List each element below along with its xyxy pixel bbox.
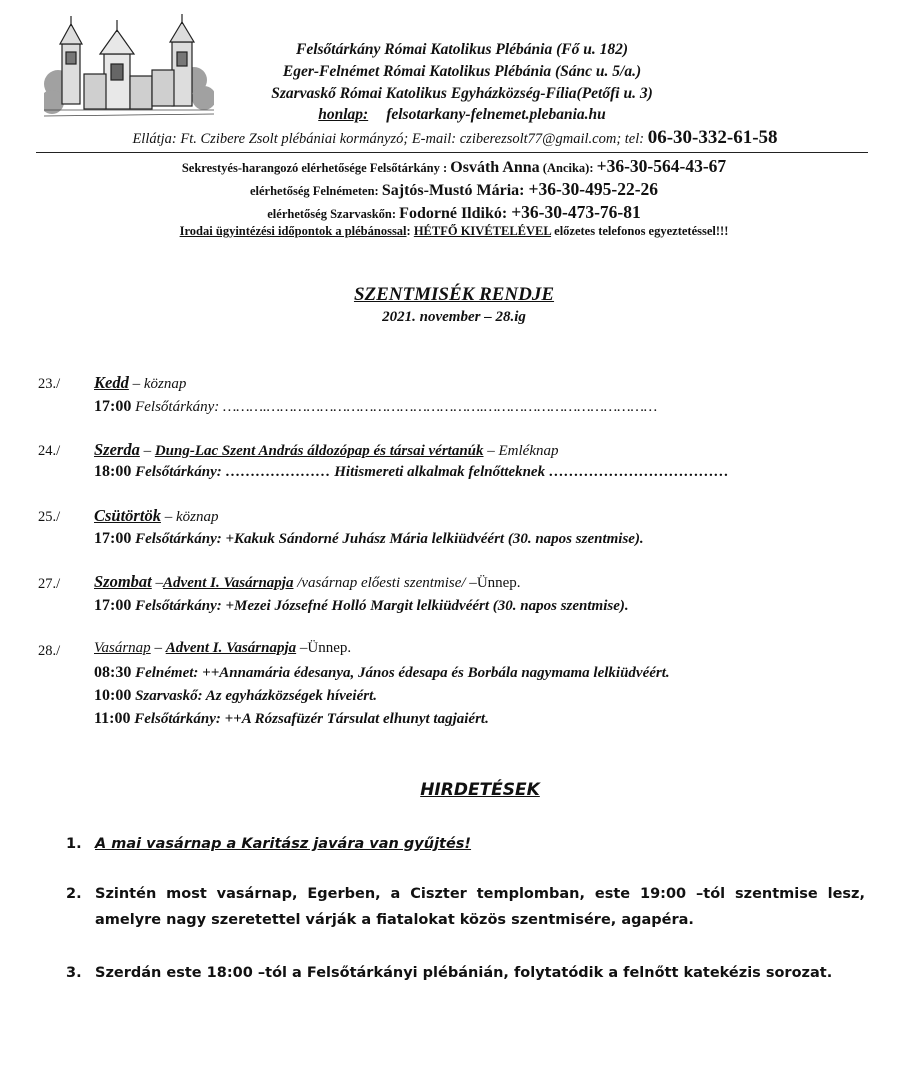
parish-line-3: Szarvaskő Római Katolikus Egyházközség-Fília(Petőfi u. 3) [271,85,653,102]
announcement-item [95,831,865,857]
contact-name: Fodorné Ildikó: [399,205,512,222]
office-note: előzetes telefonos egyeztetéssel!!! [551,224,729,238]
announcement-number: 3. [66,965,82,981]
mass-line [94,597,629,615]
mass-text: Felsőtárkány: +Mezei Józsefné Holló Margit lelkiüdvéért (30. napos szentmise). [131,598,629,614]
mass-line [94,664,670,682]
church-drawing-icon [44,14,214,124]
entry-feast: Dung-Lac Szent András áldozópap és társai vértanúk [154,443,484,459]
mass-time: 11:00 [94,710,131,727]
contact-prefix: Ellátja: Ft. Czibere Zsolt plébániai kormányzó; E-mail: [132,131,457,147]
entry-date: 28./ [38,643,61,659]
entry-sep: – [139,443,155,459]
announcements-title: HIRDETÉSEK [420,780,540,800]
mass-line [94,398,657,416]
mass-time: 08:30 [94,664,132,681]
contact-phone: +36-30-495-22-26 [528,179,659,199]
homepage-link[interactable]: felsotarkany-felnemet.plebania.hu [386,106,606,123]
header-divider [36,152,868,153]
entry-tail: – [296,640,308,656]
parish-line-2: Eger-Felnémet Római Katolikus Plébánia (Sánc u. 5/a.) [282,63,642,80]
entry-tail: – Emléknap [483,443,559,459]
parish-line-1: Felsőtárkány Római Katolikus Plébánia (Fő u. 182) [296,41,628,58]
entry-date: 27./ [38,576,61,592]
mass-text: Szarvaskő: Az egyházközségek híveiért. [131,688,378,704]
entry-date: 24./ [38,443,61,459]
contact-nick: (Ancika): [539,161,597,175]
entry-sep: – [150,640,166,656]
mass-text: Felsőtárkány: +Kakuk Sándorné Juhász Mária lelkiüdvéért (30. napos szentmise). [131,531,644,547]
contact-phone: +36-30-564-43-67 [596,156,727,176]
entry-rank: Ünnep. [307,640,352,656]
entry-rank: Ünnep. [476,575,521,591]
entry-day: Vasárnap [94,640,151,656]
contact-felnemet [0,179,908,200]
entry-day-line [94,506,218,526]
contact-line [30,127,880,149]
announcement-number: 2. [66,886,82,902]
contact-email[interactable]: cziberezsolt77@gmail.com; tel: [456,131,648,147]
entry-desc: – köznap [128,376,187,392]
schedule-subtitle: 2021. november – 28.ig [382,309,526,325]
mass-time: 17:00 [94,530,132,547]
contact-label: elérhetőség Felnémeten: [249,184,382,198]
mass-text: Felsőtárkány: ++A Rózsafüzér Társulat elhunyt tagjaiért. [130,711,489,727]
mass-line [94,710,489,728]
entry-day-line [94,373,186,393]
entry-day: Szerda [94,440,140,459]
contact-szarvasko [0,202,908,223]
announcement-item: Szerdán este 18:00 –tól a Felsőtárkányi plébánián, folytatódik a felnőtt katekézis sorozat. [95,965,833,981]
homepage-label: honlap: [318,106,369,123]
contact-phone: +36-30-473-76-81 [511,202,641,222]
announcement-text: A mai vasárnap a Karitász javára van gyűjtés! [95,836,472,852]
mass-text: Felnémet: ++Annamária édesanya, János édesapa és Borbála nagymama lelkiüdvéért. [131,665,670,681]
mass-line [94,463,729,481]
entry-day-line [94,440,559,460]
announcement-item: Szintén most vasárnap, Egerben, a Ciszter templomban, este 19:00 –tól szentmise lesz, amelyre nagy szeretettel várják a fiatalokat közös szentmisére, agapéra. [95,886,865,928]
entry-day: Kedd [94,373,129,392]
entry-day: Szombat [94,572,152,591]
mass-line [94,687,377,705]
entry-day-line [94,572,521,592]
entry-sep: – [151,575,164,591]
contact-phone: 06-30-332-61-58 [647,127,778,148]
entry-day: Csütörtök [94,506,161,525]
contact-label: elérhetőség Szarvaskőn: [267,207,400,221]
office-exception: HÉTFŐ KIVÉTELÉVEL [413,224,552,238]
entry-tail: /vasárnap előesti szentmise/ – [293,575,477,591]
entry-date: 23./ [38,376,61,392]
contact-sacristan [0,156,908,177]
contact-label: Sekrestyés-harangozó elérhetősége Felsőtárkány : [181,161,451,175]
entry-date: 25./ [38,509,61,525]
mass-text: Felsőtárkány: ……….………………………………………….………………………………… [131,399,658,415]
entry-day-line [94,640,351,657]
mass-time: 17:00 [94,398,132,415]
mass-time: 10:00 [94,687,132,704]
contact-name: Osváth Anna [450,159,540,176]
contact-name: Sajtós-Mustó Mária: [381,182,529,199]
office-hours-label: Irodai ügyintézési időpontok a plébánossal [179,224,407,238]
mass-text: Felsőtárkány: ………………… Hitismereti alkalmak felnőtteknek ……………………………… [131,464,729,480]
church-logo [44,14,214,124]
office-hours [0,224,908,239]
homepage-line [222,106,702,124]
entry-feast: Advent I. Vasárnapja [163,575,294,591]
mass-time: 17:00 [94,597,132,614]
mass-time: 18:00 [94,463,132,480]
mass-line [94,530,644,548]
schedule-title: SZENTMISÉK RENDJE [353,284,555,305]
entry-desc: – köznap [160,509,219,525]
announcement-number: 1. [66,836,82,852]
office-sep: : [406,224,414,238]
entry-feast: Advent I. Vasárnapja [165,640,297,656]
